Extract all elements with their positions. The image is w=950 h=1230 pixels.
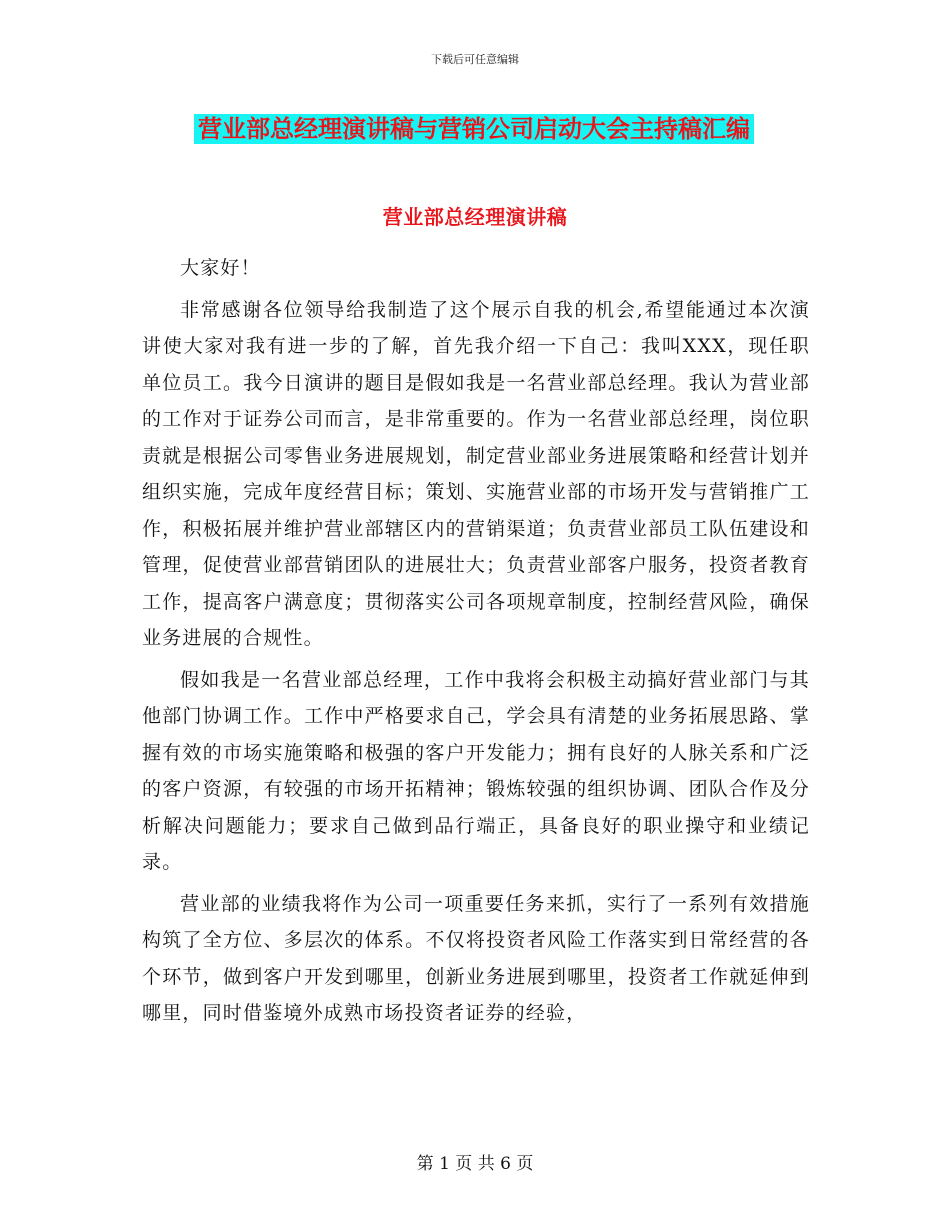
document-body <box>142 250 810 1037</box>
section-title: 营业部总经理演讲稿 <box>382 205 568 229</box>
body-paragraph-intro: 非常感谢各位领导给我制造了这个展示自我的机会,希望能通过本次演讲使大家对我有进一步的了解，首先我介绍一下自己：我叫XXX，现任职单位员工。我今日演讲的题目是假如我是一名营业部总经理。我认为营业部的工作对于证券公司而言，是非常重要的。作为一名营业部总经理，岗位职责就是根据公司零售业务进展规划，制定营业部业务进展策略和经营计划并组织实施，完成年度经营目标；策划、实施营业部的市场开发与营销推广工作，积极拓展并维护营业部辖区内的营销渠道；负责营业部员工队伍建设和管理，促使营业部营销团队的进展壮大；负责营业部客户服务，投资者教育工作，提高客户满意度；贯彻落实公司各项规章制度，控制经营风险，确保业务进展的合规性。 <box>142 298 810 649</box>
page-number: 第 1 页 共 6 页 <box>416 1154 534 1174</box>
document-title: 营业部总经理演讲稿与营销公司启动大会主持稿汇编 <box>194 114 754 144</box>
body-paragraph-performance: 营业部的业绩我将作为公司一项重要任务来抓，实行了一系列有效措施构筑了全方位、多层次的体系。不仅将投资者风险工作落实到日常经营的各个环节，做到客户开发到哪里，创新业务进展到哪里，投资者工作就延伸到哪里，同时借鉴境外成熟市场投资者证券的经验， <box>142 892 810 1024</box>
body-paragraph-duties: 假如我是一名营业部总经理，工作中我将会积极主动搞好营业部门与其他部门协调工作。工作中严格要求自己，学会具有清楚的业务拓展思路、掌握有效的市场实施策略和极强的客户开发能力；拥有良好的人脉关系和广泛的客户资源，有较强的市场开拓精神；锻炼较强的组织协调、团队合作及分析解决问题能力；要求自己做到品行端正，具备良好的职业操守和业绩记录。 <box>142 668 810 873</box>
header-note: 下载后可任意编辑 <box>431 53 519 66</box>
greeting-paragraph: 大家好！ <box>180 257 261 279</box>
